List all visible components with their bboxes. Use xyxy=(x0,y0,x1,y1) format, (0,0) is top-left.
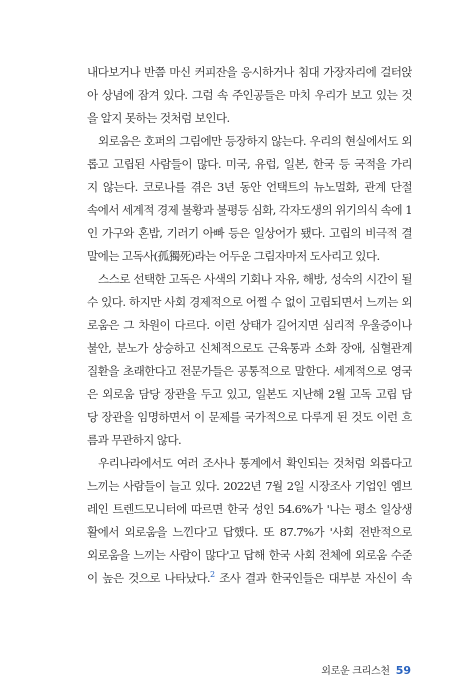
text-line: 로움은 그 차원이 다르다. 이런 상태가 길어지면 심리적 우울증이나 xyxy=(87,318,412,332)
text-line: 느끼는 사람들이 늘고 있다. 2022년 7월 2일 시장조사 기업인 엠브 xyxy=(87,479,412,493)
text-line: 말에는 고독사(孤獨死)라는 어두운 그림자마저 도사리고 있다. xyxy=(87,249,380,263)
text-segment: 조사 결과 한국인들은 대부분 자신이 속 xyxy=(214,571,412,585)
text-line: 속에서 세계적 경제 불황과 불평등 심화, 각자도생의 위기의식 속에 1 xyxy=(87,203,412,217)
text-line: 외로움은 호퍼의 그림에만 등장하지 않는다. 우리의 현실에서도 외 xyxy=(98,134,412,148)
text-line: 은 외로움 담당 장관을 두고 있고, 일본도 지난해 2월 고독 고립 담 xyxy=(87,387,412,401)
text-line: 롭고 고립된 사람들이 많다. 미국, 유럽, 일본, 한국 등 국적을 가리 xyxy=(87,157,412,171)
paragraph xyxy=(87,452,412,590)
paragraph xyxy=(87,130,412,268)
text-segment: 이 높은 것으로 나타났다. xyxy=(87,571,211,585)
text-line-with-footnote xyxy=(87,567,412,590)
text-line: 레인 트렌드모니터에 따르면 한국 성인 54.6%가 '나는 평소 일상생 xyxy=(87,502,412,516)
running-title: 외로운 크리스천 xyxy=(321,666,390,677)
paragraph xyxy=(87,61,412,130)
text-line: 활에서 외로움을 느낀다'고 답했다. 또 87.7%가 '사회 전반적으로 xyxy=(87,525,412,539)
text-line: 름과 무관하지 않다. xyxy=(87,433,182,447)
text-line: 아 상념에 잠겨 있다. 그럼 속 주인공들은 마치 우리가 보고 있는 것 xyxy=(87,88,412,102)
text-line: 질환을 초래한다고 전문가들은 공통적으로 말한다. 세계적으로 영국 xyxy=(87,364,412,378)
text-line: 당 장관을 임명하면서 이 문제를 국가적으로 다루게 된 것도 이런 흐 xyxy=(87,410,412,424)
text-line: 지 않는다. 코로나를 겪은 3년 동안 언택트의 뉴노멀화, 관계 단절 xyxy=(87,180,412,194)
text-line: 불안, 분노가 상승하고 신체적으로도 근육통과 소화 장애, 심혈관계 xyxy=(87,341,412,355)
page-footer xyxy=(321,662,411,677)
footnote-marker[interactable]: 2 xyxy=(210,570,215,580)
text-line: 인 가구와 혼밥, 기러기 아빠 등은 일상어가 됐다. 고립의 비극적 결 xyxy=(87,226,412,240)
page-number: 59 xyxy=(395,664,411,677)
paragraph xyxy=(87,268,412,452)
body-text xyxy=(87,61,412,590)
text-line: 외로움을 느끼는 사람이 많다'고 답해 한국 사회 전체에 외로움 수준 xyxy=(87,548,412,562)
text-line: 을 알지 못하는 것처럼 보인다. xyxy=(87,111,230,125)
text-line: 내다보거나 반쯤 마신 커피잔을 응시하거나 침대 가장자리에 걸터앉 xyxy=(87,65,412,79)
text-line: 수 있다. 하지만 사회 경제적으로 어쩔 수 없이 고립되면서 느끼는 외 xyxy=(87,295,412,309)
text-line: 우리나라에서도 여러 조사나 통계에서 확인되는 것처럼 외롭다고 xyxy=(98,456,412,470)
text-line: 스스로 선택한 고독은 사색의 기회나 자유, 해방, 성숙의 시간이 될 xyxy=(98,272,412,286)
